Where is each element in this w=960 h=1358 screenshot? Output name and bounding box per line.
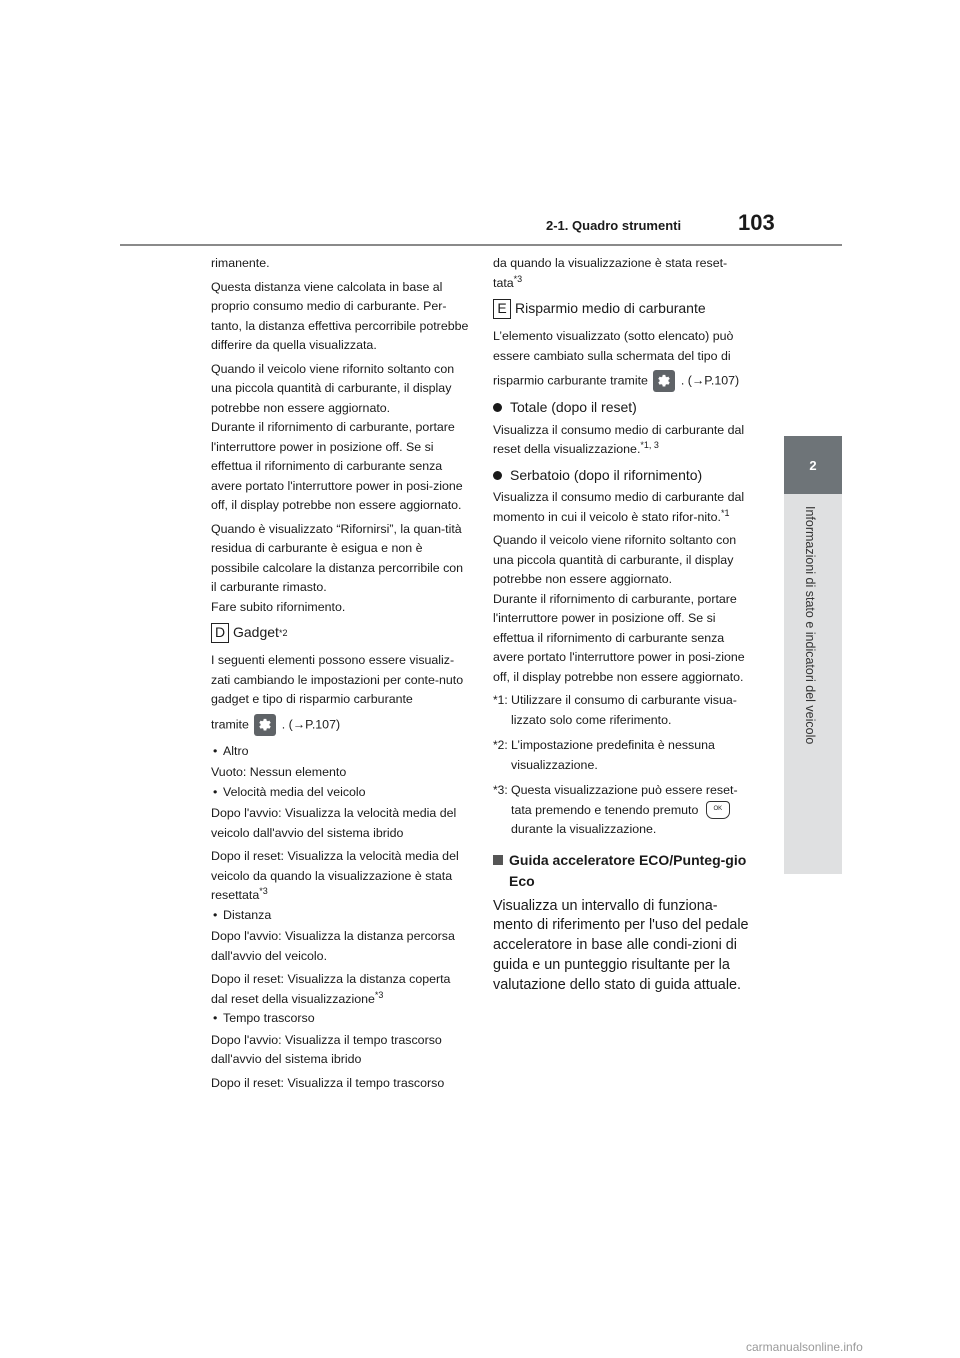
inline-text: Questa visualizzazione può essere reset-tata premendo e tenendo premuto (511, 783, 738, 817)
gear-icon (254, 714, 276, 736)
page-reference: . (→P.107) (680, 373, 740, 388)
paragraph: Questa distanza viene calcolata in base al proprio consumo medio di carburante. Per-tanto, la distanza effettiva percorribile potrebbe differire da quella visualizzata. (211, 279, 469, 352)
paragraph (211, 714, 469, 736)
item-title: Totale (dopo il reset) (510, 399, 637, 415)
paragraph (493, 370, 749, 392)
footnote-text: L’impostazione predefinita è nessuna visualizzazione. (511, 738, 715, 772)
ok-button-icon: OK (706, 801, 730, 819)
inline-text: risparmio carburante tramite (493, 373, 648, 388)
paragraph: Fare subito rifornimento. (211, 599, 346, 614)
list-item: • Altro (211, 742, 469, 762)
footnote-ref: *3 (374, 989, 384, 1000)
subsection-heading-d: D Gadget *2 (211, 623, 469, 643)
footnote-ref: *1, 3 (640, 439, 659, 450)
inline-text: durante la visualizzazione. (511, 822, 657, 836)
inline-text: tramite (211, 716, 249, 731)
paragraph: rimanente. (211, 256, 270, 270)
paragraph: Quando è visualizzato “Rifornirsi”, la quan-tità residua di carburante è esigua e non è possibile calcolare la distanza percorribile con il carburante rimasto. (211, 521, 464, 594)
footnote-text (511, 781, 749, 840)
footnote-mark: *3: (493, 783, 508, 797)
footnote-mark: *2: (493, 738, 508, 752)
subsection-heading-e (493, 299, 749, 319)
list-item: • Tempo trascorso (211, 1009, 469, 1029)
item-heading (493, 466, 749, 486)
footnote (493, 691, 749, 730)
paragraph: I seguenti elementi possono essere visualiz-zati cambiando le impostazioni per conte-nuto gadget e tipo di risparmio carburante (211, 653, 464, 706)
bullet-dot-icon (493, 471, 502, 480)
subsection-title: Gadget (233, 624, 279, 641)
paragraph: Durante il rifornimento di carburante, portare l'interruttore power in posizione off. Se si effettua il rifornimento di carburante senza avere portato l'interruttore power in posi-zione off, il display potrebbe non essere aggiornato. (211, 420, 463, 512)
paragraph: L’elemento visualizzato (sotto elencato) può essere cambiato sulla schermata del tipo di (493, 329, 734, 363)
footnote (493, 781, 749, 840)
bullet-dot-icon (493, 403, 502, 412)
paragraph: Durante il rifornimento di carburante, portare l'interruttore power in posizione off. Se si effettua il rifornimento di carburante senza avere portato l'interruttore power in posi-zione off, il display potrebbe non essere aggiornato. (493, 591, 745, 684)
paragraph (493, 254, 749, 293)
inline-text: da quando la visualizzazione è stata reset-tata (493, 256, 728, 290)
inline-text: Visualizza il consumo medio di carburante dal reset della visualizzazione. (493, 422, 745, 456)
gear-icon (653, 370, 675, 392)
footnote (493, 736, 749, 775)
paragraph: Visualizza un intervallo di funziona-mento di riferimento per l'uso del pedale acceleratore in base alle condi-zioni di guida e un punteggio risultante per la valutazione dello stato di guida attuale. (493, 897, 749, 993)
footnote-ref: *3 (259, 885, 268, 896)
paragraph (493, 488, 749, 527)
footnote-text: Utilizzare il consumo di carburante visua-lizzato solo come riferimento. (511, 693, 737, 727)
item-heading (493, 398, 749, 418)
footnote-mark: *1: (493, 693, 508, 707)
section-heading (493, 850, 749, 892)
paragraph: Dopo il reset: Visualizza il tempo trascorso (211, 1075, 445, 1090)
paragraph (211, 970, 469, 1009)
paragraph: Quando il veicolo viene rifornito soltanto con una piccola quantità di carburante, il display potrebbe non essere aggiornato. (493, 533, 737, 586)
paragraph: Quando il veicolo viene rifornito soltanto con una piccola quantità di carburante, il display potrebbe non essere aggiornato. (211, 361, 455, 415)
list-item: • Velocità media del veicolo (211, 783, 469, 803)
inline-text: Visualizza il consumo medio di carburante dal momento in cui il veicolo è stato rifor-nito. (493, 490, 745, 524)
paragraph (211, 847, 469, 906)
section-heading-text: Guida acceleratore ECO/Punteg-gio Eco (509, 851, 747, 889)
footnote-ref: *3 (513, 273, 523, 284)
page-reference: . (→P.107) (281, 716, 341, 731)
list-item: • Distanza (211, 906, 469, 926)
paragraph: Dopo l'avvio: Visualizza il tempo trascorso dall'avvio del sistema ibrido (211, 1032, 442, 1066)
square-bullet-icon (493, 855, 503, 865)
chapter-label: Informazioni di stato e indicatori del veicolo (803, 506, 817, 745)
header-rule (120, 244, 842, 246)
subsection-title: Risparmio medio di carburante (515, 300, 706, 317)
paragraph: Dopo l'avvio: Visualizza la distanza percorsa dall'avvio del veicolo. (211, 929, 455, 963)
right-column (493, 254, 749, 999)
inline-text: Dopo il reset: Visualizza la distanza coperta dal reset della visualizzazione (211, 972, 451, 1006)
section-title: 2-1. Quadro strumenti (546, 218, 682, 233)
watermark: carmanualsonline.info (746, 1340, 863, 1354)
page-number: 103 (738, 210, 775, 235)
left-column (211, 254, 469, 1097)
item-title: Serbatoio (dopo il rifornimento) (510, 466, 703, 483)
letter-box-d: D (211, 623, 229, 643)
paragraph: Dopo l'avvio: Visualizza la velocità media del veicolo dall'avvio del sistema ibrido (211, 806, 457, 840)
letter-box-e: E (493, 299, 511, 319)
footnote-ref: *1 (720, 507, 730, 518)
paragraph (493, 421, 749, 460)
paragraph: Vuoto: Nessun elemento (211, 765, 347, 779)
inline-text: Dopo il reset: Visualizza la velocità media del veicolo da quando la visualizzazione è stata resettata (211, 849, 459, 902)
chapter-tab: 2 (784, 436, 842, 494)
